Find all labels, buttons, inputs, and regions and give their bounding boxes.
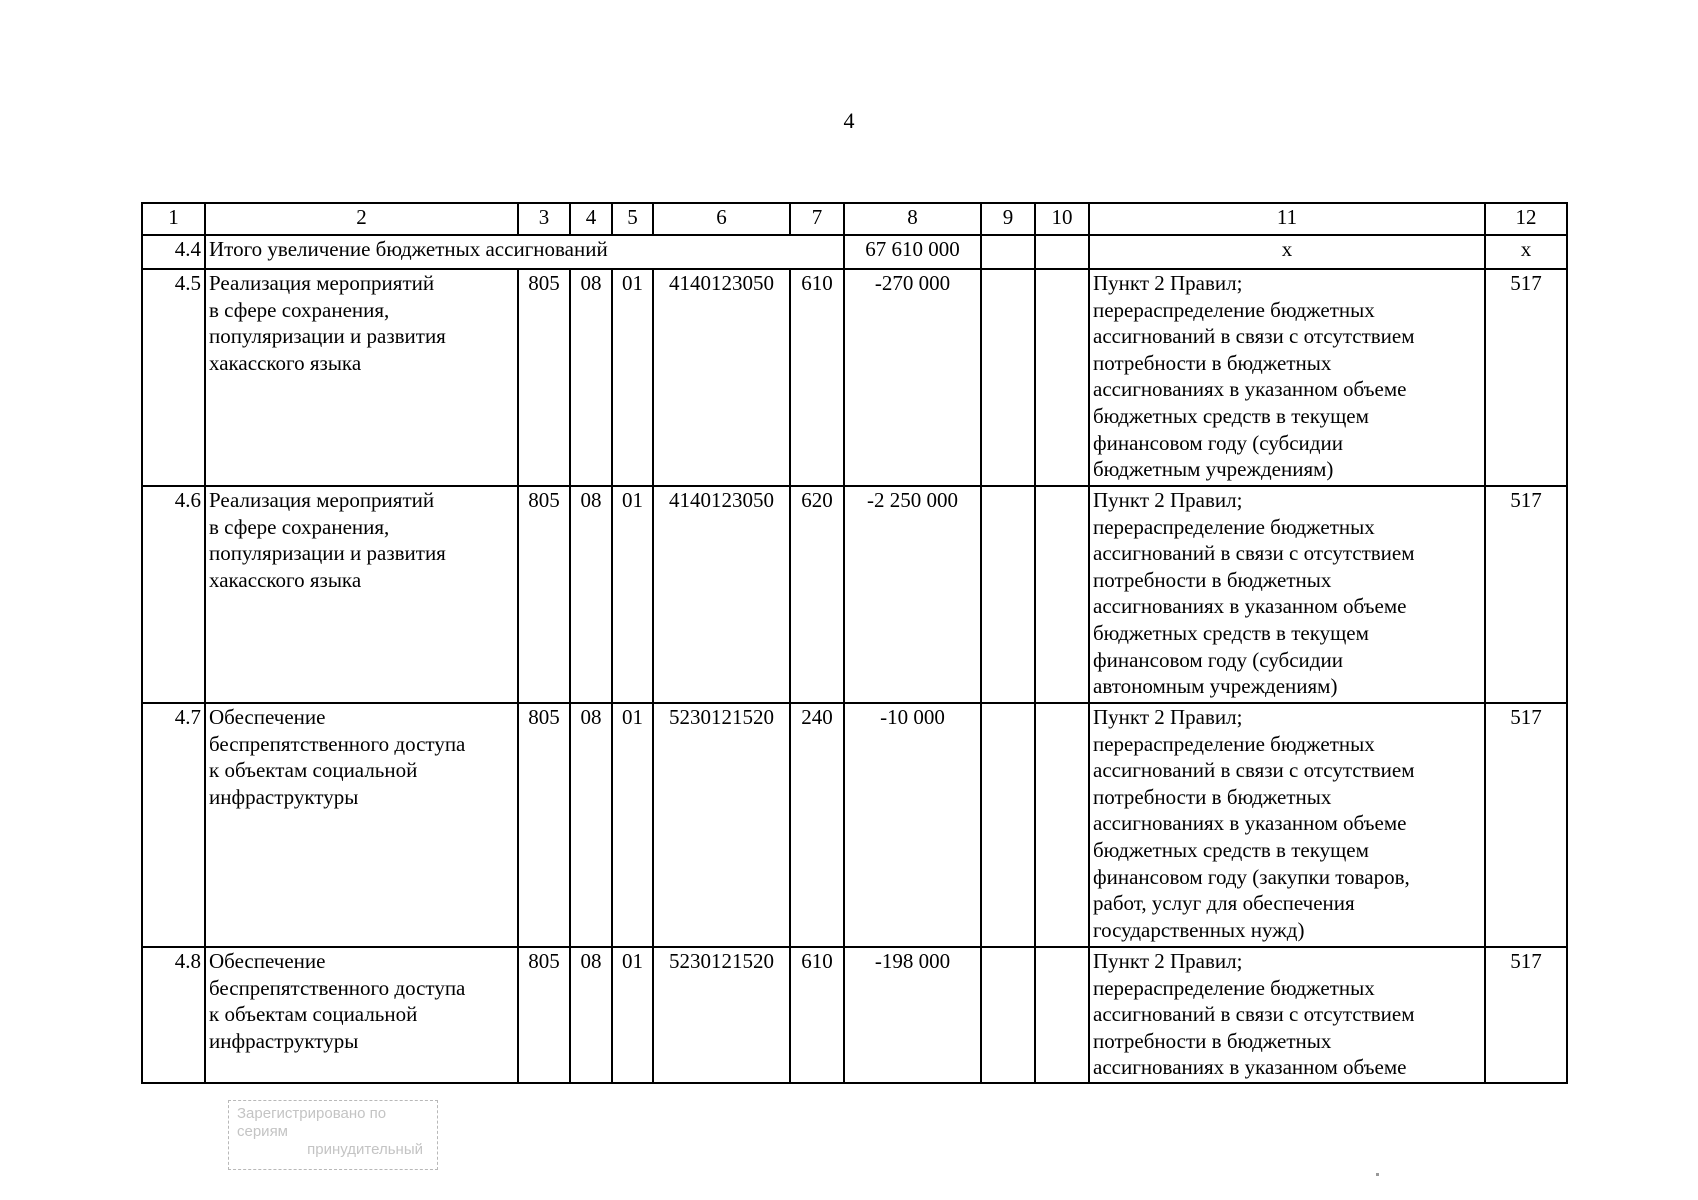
code-cell: 517 [1485, 269, 1567, 486]
empty-cell [1035, 269, 1089, 486]
code-cell: 517 [1485, 947, 1567, 1083]
row-number: 4.7 [142, 703, 205, 947]
registration-stamp [228, 1100, 438, 1170]
code-cell: 610 [790, 269, 844, 486]
header-cell: 12 [1485, 203, 1567, 235]
header-cell: 5 [612, 203, 653, 235]
row-name: Обеспечение беспрепятственного доступа к объектам социальной инфраструктуры [205, 947, 518, 1083]
row-number: 4.4 [142, 235, 205, 269]
header-cell: 6 [653, 203, 790, 235]
table-row [142, 486, 1567, 703]
empty-cell [981, 947, 1035, 1083]
amount-cell: -270 000 [844, 269, 981, 486]
basis-cell: Пункт 2 Правил; перераспределение бюджетных ассигнований в связи с отсутствием потребности в бюджетных ассигнованиях в указанном объеме бюджетных средств в текущем финансовом году (закупки товаров, работ, услуг для обеспечения государственных нужд) [1089, 703, 1485, 947]
code-cell: 08 [570, 269, 612, 486]
row-name: Обеспечение беспрепятственного доступа к объектам социальной инфраструктуры [205, 703, 518, 947]
total-col11: x [1089, 235, 1485, 269]
total-amount: 67 610 000 [844, 235, 981, 269]
table-row [142, 703, 1567, 947]
empty-cell [1035, 486, 1089, 703]
header-cell: 11 [1089, 203, 1485, 235]
empty-cell [1035, 703, 1089, 947]
basis-cell: Пункт 2 Правил; перераспределение бюджетных ассигнований в связи с отсутствием потребности в бюджетных ассигнованиях в указанном объеме бюджетных средств в текущем финансовом году (субсидии бюджетным учреждениям) [1089, 269, 1485, 486]
stamp-line: Зарегистрировано по сериям [237, 1105, 387, 1140]
code-cell: 610 [790, 947, 844, 1083]
code-cell: 620 [790, 486, 844, 703]
row-name: Реализация мероприятий в сфере сохранения, популяризации и развития хакасского языка [205, 486, 518, 703]
total-col12: x [1485, 235, 1567, 269]
code-cell: 4140123050 [653, 269, 790, 486]
code-cell: 517 [1485, 703, 1567, 947]
empty-cell [981, 703, 1035, 947]
amount-cell: -10 000 [844, 703, 981, 947]
stamp-line: принудительный [307, 1141, 423, 1158]
header-cell: 7 [790, 203, 844, 235]
code-cell: 5230121520 [653, 947, 790, 1083]
row-number: 4.5 [142, 269, 205, 486]
code-cell: 08 [570, 703, 612, 947]
code-cell: 805 [518, 703, 570, 947]
page-number: 4 [843, 108, 855, 133]
code-cell: 01 [612, 269, 653, 486]
table-header-row [142, 203, 1567, 235]
header-cell: 10 [1035, 203, 1089, 235]
code-cell: 01 [612, 486, 653, 703]
row-number: 4.6 [142, 486, 205, 703]
table-row [142, 269, 1567, 486]
code-cell: 805 [518, 486, 570, 703]
header-cell: 1 [142, 203, 205, 235]
header-cell: 8 [844, 203, 981, 235]
total-label: Итого увеличение бюджетных ассигнований [205, 235, 844, 269]
basis-cell: Пункт 2 Правил; перераспределение бюджетных ассигнований в связи с отсутствием потребности в бюджетных ассигнованиях в указанном объеме бюджетных средств в текущем финансовом году (субсидии автономным учреждениям) [1089, 486, 1485, 703]
header-cell: 9 [981, 203, 1035, 235]
empty-cell [1035, 947, 1089, 1083]
amount-cell: -2 250 000 [844, 486, 981, 703]
code-cell: 805 [518, 947, 570, 1083]
scan-speck [1376, 1173, 1379, 1176]
table-row [142, 947, 1567, 1083]
basis-cell: Пункт 2 Правил; перераспределение бюджетных ассигнований в связи с отсутствием потребности в бюджетных ассигнованиях в указанном объеме [1089, 947, 1485, 1083]
header-cell: 2 [205, 203, 518, 235]
code-cell: 4140123050 [653, 486, 790, 703]
empty-cell [981, 486, 1035, 703]
code-cell: 240 [790, 703, 844, 947]
header-cell: 4 [570, 203, 612, 235]
code-cell: 08 [570, 947, 612, 1083]
code-cell: 517 [1485, 486, 1567, 703]
row-number: 4.8 [142, 947, 205, 1083]
empty-cell [1035, 235, 1089, 269]
code-cell: 01 [612, 947, 653, 1083]
code-cell: 08 [570, 486, 612, 703]
header-cell: 3 [518, 203, 570, 235]
code-cell: 805 [518, 269, 570, 486]
total-row [142, 235, 1567, 269]
code-cell: 5230121520 [653, 703, 790, 947]
row-name: Реализация мероприятий в сфере сохранения, популяризации и развития хакасского языка [205, 269, 518, 486]
empty-cell [981, 269, 1035, 486]
amount-cell: -198 000 [844, 947, 981, 1083]
empty-cell [981, 235, 1035, 269]
code-cell: 01 [612, 703, 653, 947]
budget-table [141, 202, 1568, 1084]
